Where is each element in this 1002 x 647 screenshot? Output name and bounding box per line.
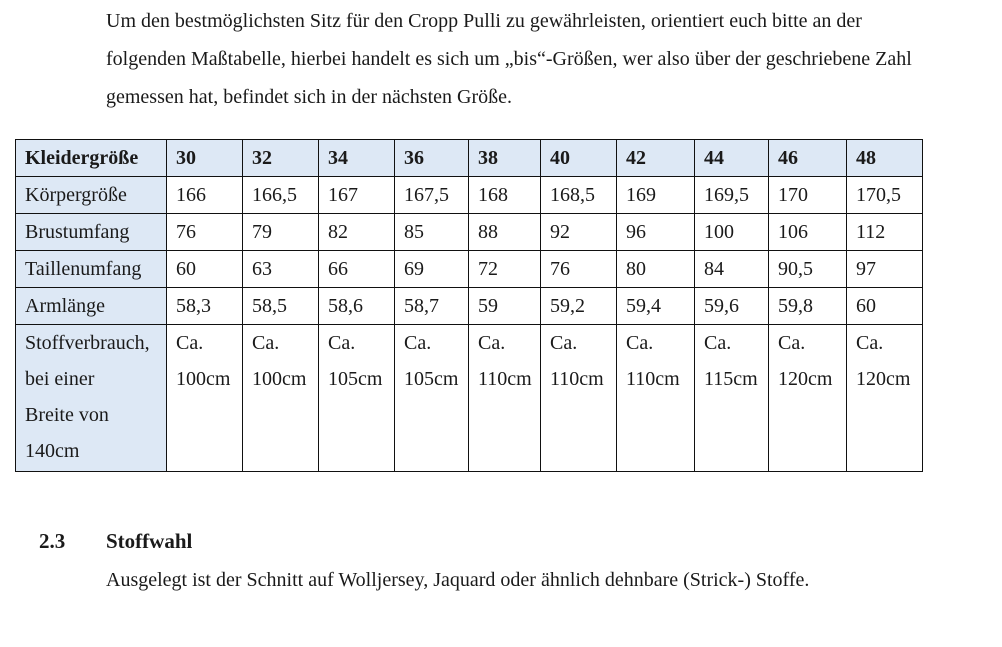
table-cell: 58,5 (243, 288, 319, 325)
table-cell: 59,8 (769, 288, 847, 325)
table-cell: 96 (617, 214, 695, 251)
table-cell: 76 (167, 214, 243, 251)
table-cell: 58,3 (167, 288, 243, 325)
table-cell: 167 (319, 177, 395, 214)
fabric-value: 120cm (856, 368, 911, 390)
size-header: 46 (769, 140, 847, 177)
fabric-cell (541, 325, 617, 472)
size-header: 40 (541, 140, 617, 177)
table-cell: 63 (243, 251, 319, 288)
table-cell: 79 (243, 214, 319, 251)
section-number: 2.3 (39, 529, 66, 553)
fabric-label-line: Breite von (25, 404, 109, 426)
table-cell: 82 (319, 214, 395, 251)
table-cell: 84 (695, 251, 769, 288)
size-header: 36 (395, 140, 469, 177)
fabric-cell (617, 325, 695, 472)
fabric-prefix: Ca. (404, 332, 432, 354)
table-row (16, 214, 923, 251)
fabric-cell (167, 325, 243, 472)
table-cell: 80 (617, 251, 695, 288)
row-label: Brustumfang (16, 214, 167, 251)
table-cell: 170,5 (847, 177, 923, 214)
header-label: Kleidergröße (16, 140, 167, 177)
table-row (16, 177, 923, 214)
row-label: Körpergröße (16, 177, 167, 214)
fabric-value: 110cm (626, 368, 680, 390)
section-body: Ausgelegt ist der Schnitt auf Wolljersey, Jaquard oder ähnlich dehnbare (Strick-) Stoffe. (106, 569, 810, 591)
fabric-row-label (16, 325, 167, 472)
fabric-cell (395, 325, 469, 472)
table-cell: 92 (541, 214, 617, 251)
size-header: 34 (319, 140, 395, 177)
table-cell: 69 (395, 251, 469, 288)
fabric-cell (695, 325, 769, 472)
table-cell: 58,7 (395, 288, 469, 325)
table-cell: 59,2 (541, 288, 617, 325)
fabric-row (16, 325, 923, 472)
fabric-prefix: Ca. (550, 332, 578, 354)
table-row (16, 251, 923, 288)
fabric-value: 120cm (778, 368, 833, 390)
size-header: 32 (243, 140, 319, 177)
intro-paragraph (106, 2, 986, 116)
table-cell: 97 (847, 251, 923, 288)
table-cell: 106 (769, 214, 847, 251)
table-cell: 88 (469, 214, 541, 251)
section-heading: Stoffwahl (106, 529, 193, 553)
fabric-prefix: Ca. (328, 332, 356, 354)
row-label: Taillenumfang (16, 251, 167, 288)
table-cell: 170 (769, 177, 847, 214)
fabric-cell (319, 325, 395, 472)
table-cell: 72 (469, 251, 541, 288)
table-cell: 112 (847, 214, 923, 251)
table-cell: 168,5 (541, 177, 617, 214)
table-cell: 60 (167, 251, 243, 288)
table-cell: 100 (695, 214, 769, 251)
table-cell: 167,5 (395, 177, 469, 214)
fabric-value: 105cm (328, 368, 383, 390)
table-cell: 169,5 (695, 177, 769, 214)
fabric-label-line: Stoffverbrauch, (25, 332, 150, 354)
table-cell: 59,6 (695, 288, 769, 325)
fabric-cell (847, 325, 923, 472)
fabric-prefix: Ca. (252, 332, 280, 354)
size-header: 38 (469, 140, 541, 177)
table-cell: 85 (395, 214, 469, 251)
fabric-prefix: Ca. (176, 332, 204, 354)
table-cell: 168 (469, 177, 541, 214)
table-row (16, 288, 923, 325)
table-cell: 59,4 (617, 288, 695, 325)
fabric-value: 115cm (704, 368, 758, 390)
intro-line: gemessen hat, befindet sich in der nächsten Größe. (106, 86, 512, 108)
fabric-cell (243, 325, 319, 472)
fabric-value: 105cm (404, 368, 459, 390)
fabric-label-line: bei einer (25, 368, 95, 390)
fabric-cell (469, 325, 541, 472)
table-cell: 58,6 (319, 288, 395, 325)
table-header-row (16, 140, 923, 177)
table-cell: 90,5 (769, 251, 847, 288)
table-cell: 166,5 (243, 177, 319, 214)
size-table (15, 139, 923, 472)
size-header: 42 (617, 140, 695, 177)
fabric-value: 110cm (478, 368, 532, 390)
fabric-prefix: Ca. (704, 332, 732, 354)
fabric-cell (769, 325, 847, 472)
fabric-prefix: Ca. (856, 332, 884, 354)
table-cell: 76 (541, 251, 617, 288)
table-cell: 66 (319, 251, 395, 288)
fabric-prefix: Ca. (626, 332, 654, 354)
table-cell: 59 (469, 288, 541, 325)
fabric-value: 100cm (176, 368, 231, 390)
row-label: Armlänge (16, 288, 167, 325)
table-cell: 166 (167, 177, 243, 214)
size-header: 48 (847, 140, 923, 177)
fabric-value: 100cm (252, 368, 307, 390)
table-cell: 60 (847, 288, 923, 325)
fabric-prefix: Ca. (778, 332, 806, 354)
size-header: 44 (695, 140, 769, 177)
size-header: 30 (167, 140, 243, 177)
fabric-label-line: 140cm (25, 440, 80, 462)
fabric-value: 110cm (550, 368, 604, 390)
fabric-prefix: Ca. (478, 332, 506, 354)
table-cell: 169 (617, 177, 695, 214)
intro-line: folgenden Maßtabelle, hierbei handelt es sich um „bis“-Größen, wer also über der geschriebene Zahl (106, 48, 912, 70)
intro-line: Um den bestmöglichsten Sitz für den Cropp Pulli zu gewährleisten, orientiert euch bitte an der (106, 10, 862, 32)
